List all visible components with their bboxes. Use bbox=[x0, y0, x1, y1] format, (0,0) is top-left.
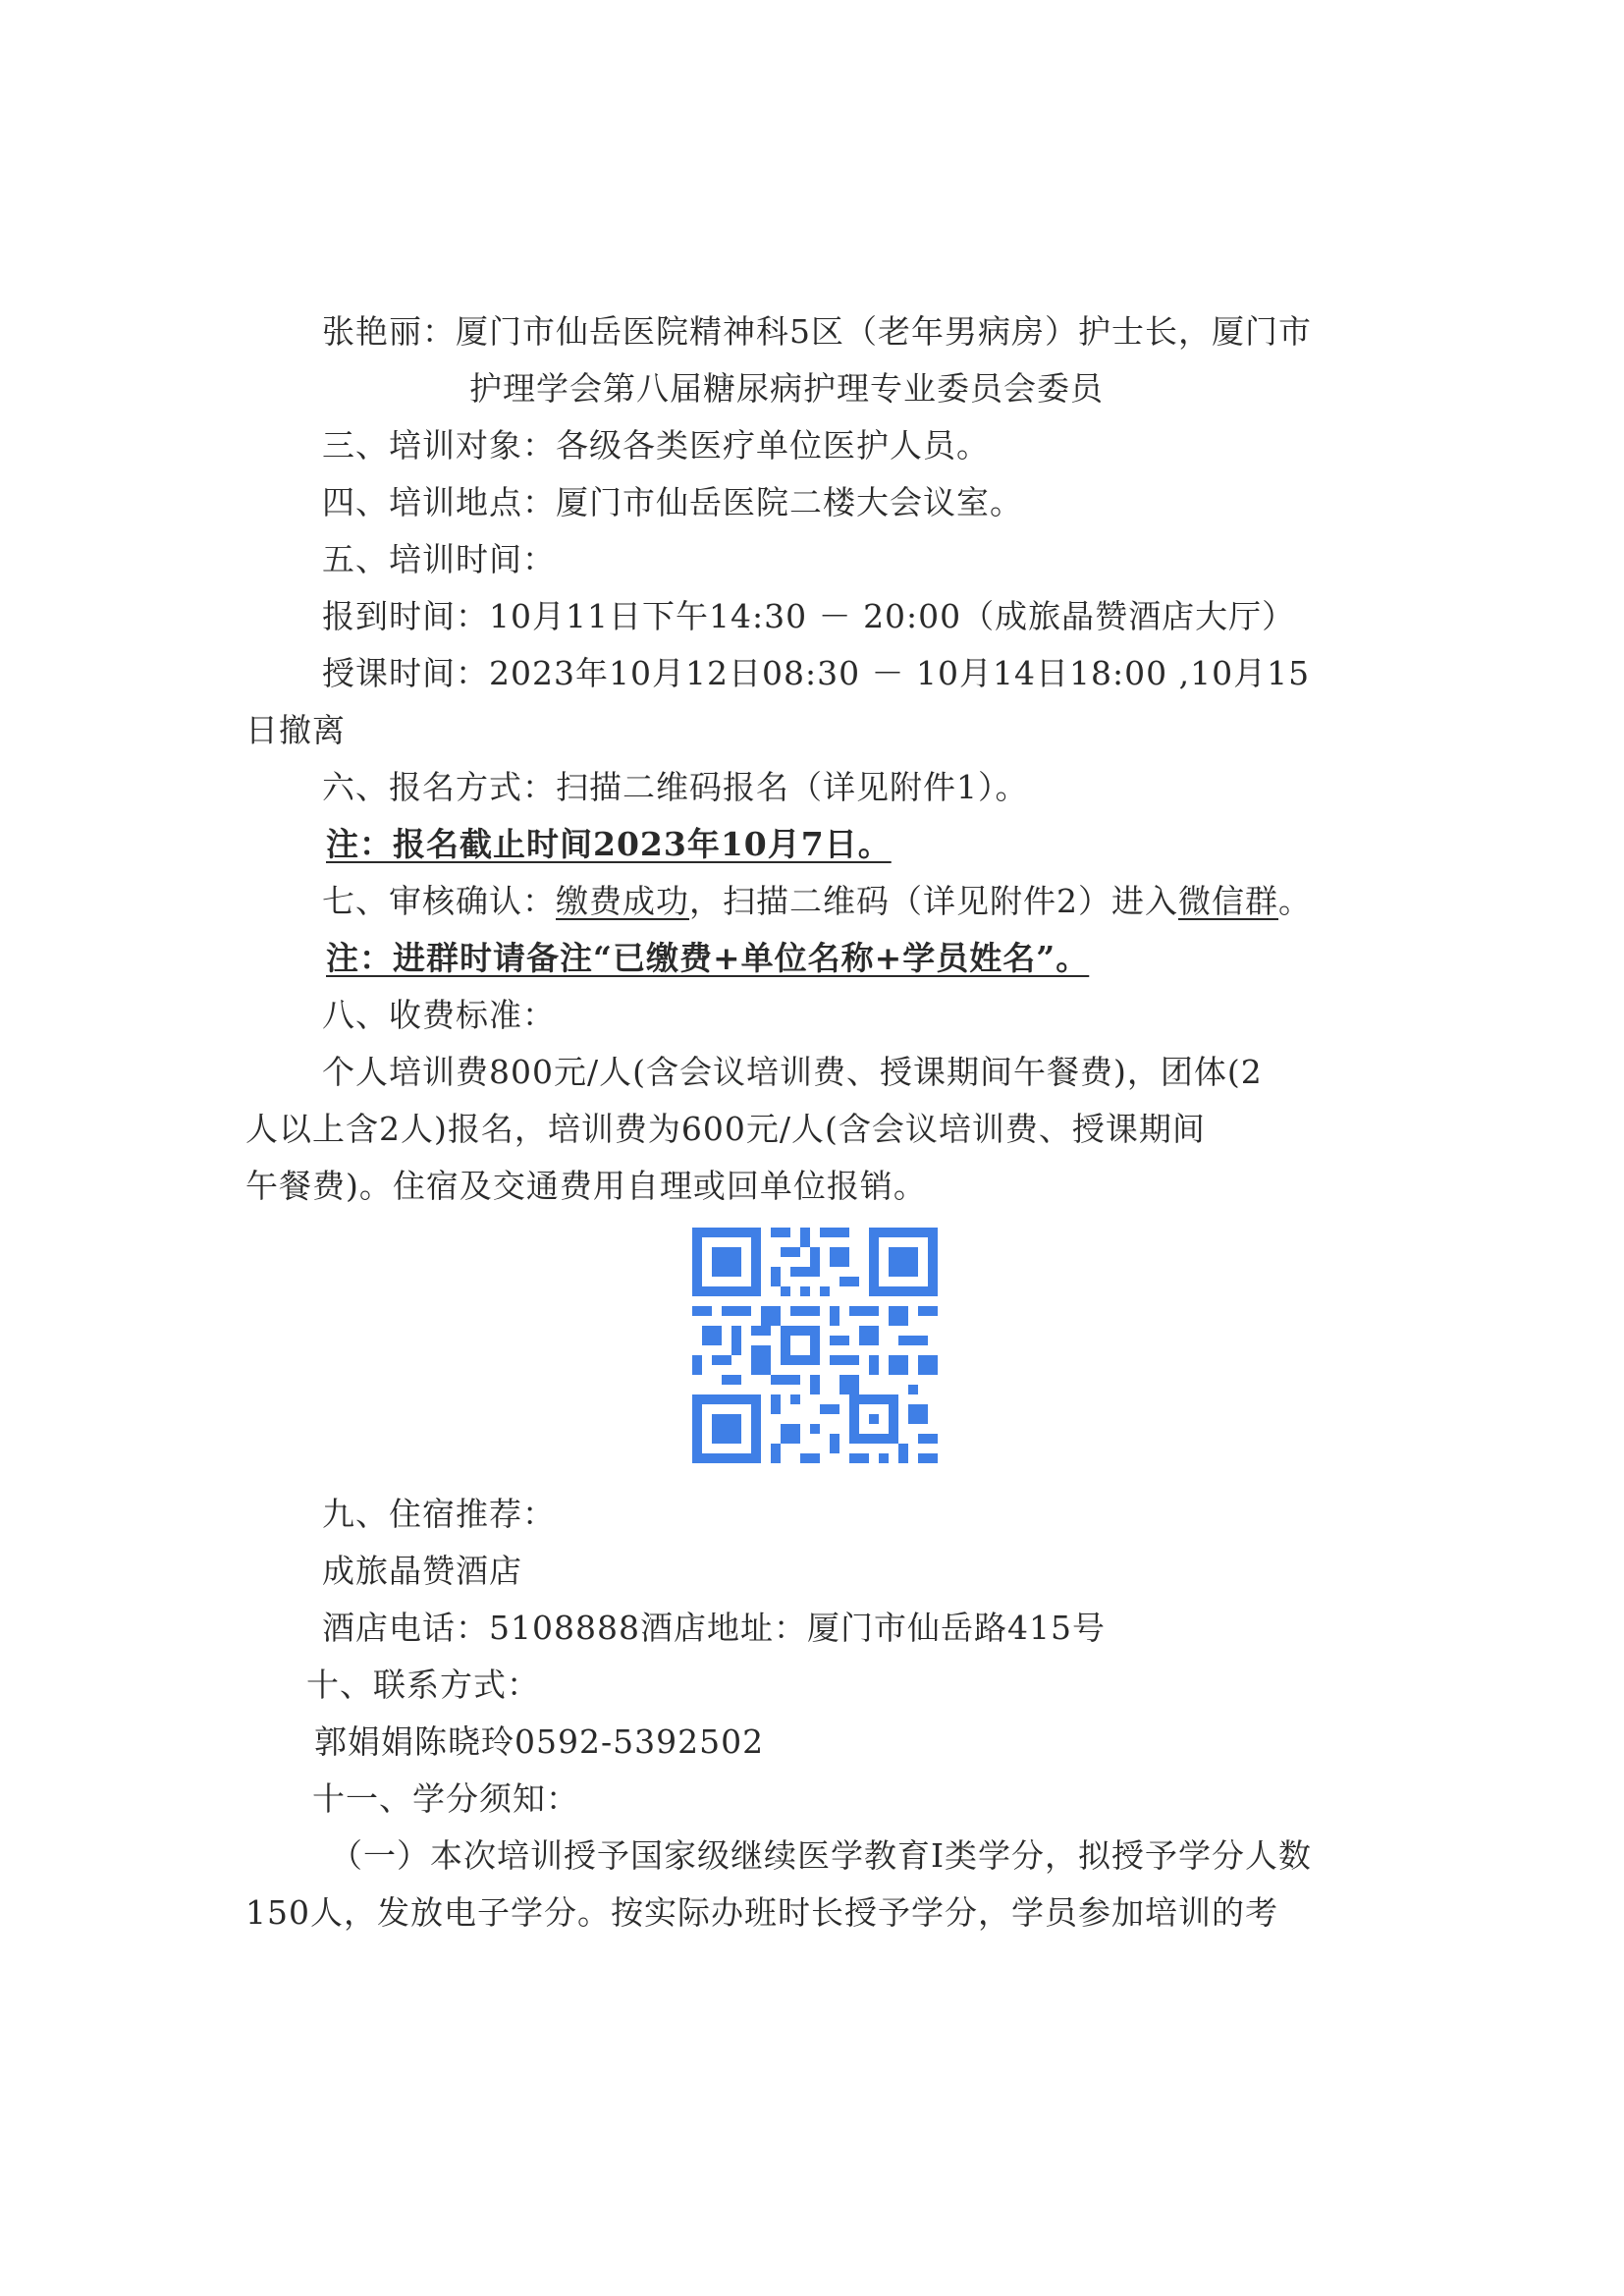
contact-name-1: 郭娟娟 bbox=[314, 1722, 414, 1761]
review-end: 。 bbox=[1278, 882, 1312, 920]
line-credit-notice: 十一、学分须知： bbox=[312, 1779, 579, 1818]
line-instructor: 张艳丽：厦门市仙岳医院精神科5区（老年男病房）护士长，厦门市 bbox=[322, 312, 1312, 351]
line-credit-item-1: （一）本次培训授予国家级继续医学教育Ⅰ类学分，拟授予学分人数 bbox=[330, 1836, 1313, 1875]
line-class-time-cont: 日撤离 bbox=[245, 711, 346, 749]
line-lodging: 九、住宿推荐： bbox=[322, 1495, 556, 1533]
contact-phone: 0592-5392502 bbox=[514, 1722, 765, 1761]
line-fee-individual: 个人培训费800元/人(含会议培训费、授课期间午餐费)，团体(2 bbox=[322, 1053, 1263, 1091]
line-review-confirm bbox=[322, 882, 1312, 921]
line-training-location: 四、培训地点：厦门市仙岳医院二楼大会议室。 bbox=[322, 483, 1023, 521]
line-contact: 十、联系方式： bbox=[306, 1666, 540, 1704]
line-credit-item-1-cont: 150人，发放电子学分。按实际办班时长授予学分，学员参加培训的考 bbox=[245, 1893, 1278, 1932]
line-fee-other: 午餐费)。住宿及交通费用自理或回单位报销。 bbox=[245, 1167, 927, 1205]
line-training-target: 三、培训对象：各级各类医疗单位医护人员。 bbox=[322, 426, 990, 465]
line-group-note bbox=[326, 939, 1089, 978]
line-fee-group: 人以上含2人)报名，培训费为600元/人(含会议培训费、授课期间 bbox=[245, 1110, 1206, 1148]
line-signup-method: 六、报名方式：扫描二维码报名（详见附件1）。 bbox=[322, 768, 1029, 806]
line-contact-people bbox=[314, 1722, 764, 1762]
group-note-text: 注：进群时请备注“已缴费+单位名称+学员姓名”。 bbox=[326, 939, 1090, 977]
review-label: 七、审核确认： bbox=[322, 882, 556, 920]
hotel-phone: 酒店电话：5108888 bbox=[322, 1609, 640, 1647]
hotel-address: 酒店地址：厦门市仙岳路415号 bbox=[639, 1609, 1106, 1647]
line-hotel-contact bbox=[322, 1609, 1106, 1648]
deadline-note-text: 注：报名截止时间2023年10月7日。 bbox=[326, 825, 892, 863]
contact-name-2: 陈晓玲 bbox=[414, 1722, 514, 1761]
qr-code-icon bbox=[692, 1228, 938, 1463]
payment-success-text: 缴费成功 bbox=[556, 882, 689, 920]
line-signup-deadline-note bbox=[326, 825, 892, 864]
line-instructor-cont: 护理学会第八届糖尿病护理专业委员会委员 bbox=[469, 369, 1104, 408]
wechat-group-text: 微信群 bbox=[1178, 882, 1278, 920]
line-fee-standard: 八、收费标准： bbox=[322, 996, 556, 1034]
line-checkin-time: 报到时间：10月11日下午14:30 － 20:00（成旅晶赞酒店大厅） bbox=[322, 597, 1296, 635]
line-hotel-name: 成旅晶赞酒店 bbox=[322, 1552, 522, 1590]
line-class-time: 授课时间：2023年10月12日08:30 － 10月14日18:00 ,10月15 bbox=[322, 654, 1311, 692]
review-middle: ，扫描二维码（详见附件2）进入 bbox=[689, 882, 1178, 920]
line-training-time: 五、培训时间： bbox=[322, 540, 556, 578]
